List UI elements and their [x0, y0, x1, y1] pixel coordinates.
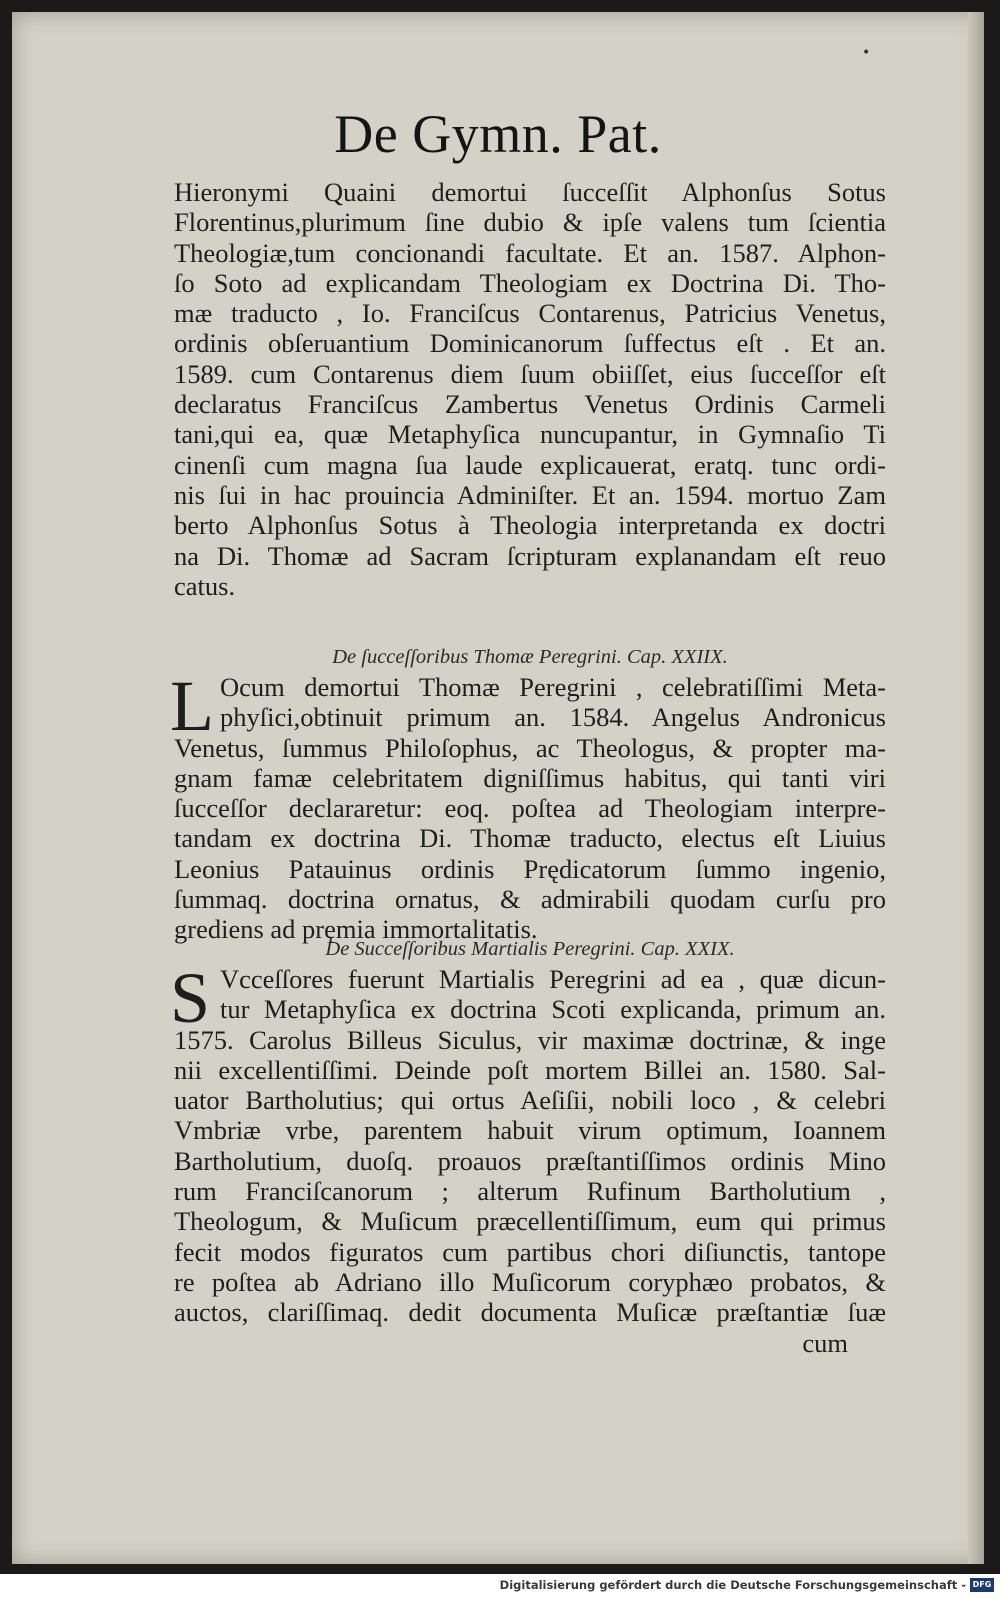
text-line: 1589. cum Contarenus diem ſuum obiiſſet, eius ſucceſſor eſt	[174, 358, 886, 389]
text-line: ſucceſſor declararetur: eoq. poſtea ad Theologiam interpre-	[174, 793, 886, 824]
text-line: grediens ad pręmia immortalitatis.	[174, 914, 538, 945]
text-line: Florentinus,plurimum ſine dubio & ipſe valens tum ſcientia	[174, 207, 886, 238]
text-line: ſo Soto ad explicandam Theologiam ex Doctrina Di. Tho-	[174, 267, 886, 298]
text-line: uator Bartholutius; qui ortus Aeſiſii, nobili loco , & celebri	[174, 1085, 886, 1116]
chapter-28	[170, 642, 886, 945]
page-edge	[968, 12, 984, 1564]
text-line: catus.	[174, 570, 236, 601]
text-line: tandam ex doctrina Di. Thomæ traducto, electus eſt Liuius	[174, 823, 886, 854]
text-line: Ocum demortui Thomæ Peregrini , celebratiſſimi Meta-	[220, 672, 886, 702]
text-line: tani,qui ea, quæ Metaphyſica nuncupantur, in Gymnaſio Ti	[174, 419, 886, 450]
text-line: ordinis obſeruantium Dominicanorum ſuffectus eſt . Et an.	[174, 328, 886, 359]
chapter-body	[170, 958, 886, 1358]
text-line: Vcceſſores fuerunt Martialis Peregrini ad ea , quæ dicun-	[220, 964, 886, 994]
text-line: declaratus Franciſcus Zambertus Venetus Ordinis Carmeli	[174, 389, 886, 420]
text-line: nii excellentiſſimi. Deinde poſt mortem Billei an. 1580. Sal-	[174, 1054, 886, 1085]
chapter-29	[170, 934, 886, 1358]
dfg-logo-icon: DFG	[970, 1578, 994, 1592]
text-line: Hieronymi Quaini demortui ſucceſſit Alphonſus Sotus	[174, 177, 886, 207]
drop-initial: S	[170, 958, 211, 1038]
text-line: nis ſui in hac prouincia Adminiſter. Et an. 1594. mortuo Zam	[174, 479, 886, 510]
text-line: Venetus, ſummus Philoſophus, ac Theologus, & propter ma-	[174, 732, 886, 763]
text-line: Theologiæ,tum concionandi facultate. Et an. 1587. Alphon-	[174, 237, 886, 268]
chapter-heading: De Succeſſoribus Martialis Peregrini. Cap. XXIX.	[325, 938, 735, 960]
text-line: phyſici,obtinuit primum an. 1584. Angelus Andronicus	[220, 702, 886, 733]
text-line: Bartholutium, duoſq. proauos præſtantiſſimos ordinis Mino	[174, 1145, 886, 1176]
text-line: berto Alphonſus Sotus à Theologia interpretanda ex doctri	[174, 510, 886, 541]
running-head: De Gymn. Pat.	[334, 104, 662, 164]
text-line: rum Franciſcanorum ; alterum Rufinum Bartholutium ,	[174, 1176, 886, 1207]
catchword: cum	[802, 1327, 848, 1358]
chapter-body	[170, 666, 886, 945]
chapter-heading: De ſucceſſoribus Thomæ Peregrini. Cap. XXIIX.	[332, 646, 728, 668]
text-line: mæ traducto , Io. Franciſcus Contarenus, Patricius Venetus,	[174, 298, 886, 329]
text-line: tur Metaphyſica ex doctrina Scoti explicanda, primum an.	[220, 994, 886, 1025]
text-line: Vmbriæ vrbe, parentem habuit virum optimum, Ioannem	[174, 1115, 886, 1146]
drop-initial: L	[170, 666, 214, 746]
text-line: ſummaq. doctrina ornatus, & admirabili quodam curſu pro	[174, 884, 886, 915]
text-line: na Di. Thomæ ad Sacram ſcripturam explanandam eſt reuo	[174, 540, 886, 571]
paragraph-quaini-succession	[174, 177, 886, 601]
text-line: gnam famæ celebritatem digniſſimus habitus, qui tanti viri	[174, 762, 886, 793]
text-line: 1575. Carolus Billeus Siculus, vir maximæ doctrinæ, & inge	[174, 1024, 886, 1055]
funding-credit: Digitalisierung gefördert durch die Deutsche Forschungsgemeinschaft -	[499, 1578, 966, 1592]
text-line: auctos, clariſſimaq. dedit documenta Muſicæ præſtantiæ ſuæ	[174, 1297, 886, 1328]
book-page	[12, 12, 984, 1564]
text-line: cinenſi cum magna ſua laude explicauerat, eratq. tunc ordi-	[174, 449, 886, 480]
text-line: Leonius Patauinus ordinis Prędicatorum ſummo ingenio,	[174, 853, 886, 884]
text-line: re poſtea ab Adriano illo Muſicorum coryphæo probatos, &	[174, 1266, 886, 1297]
ink-speck: •	[862, 45, 871, 61]
text-line: fecit modos figuratos cum partibus chori diſiunctis, tantope	[174, 1236, 886, 1267]
text-line: Theologum, & Muſicum præcellentiſſimum, eum qui primus	[174, 1206, 886, 1237]
digitization-footer	[0, 1574, 1000, 1598]
